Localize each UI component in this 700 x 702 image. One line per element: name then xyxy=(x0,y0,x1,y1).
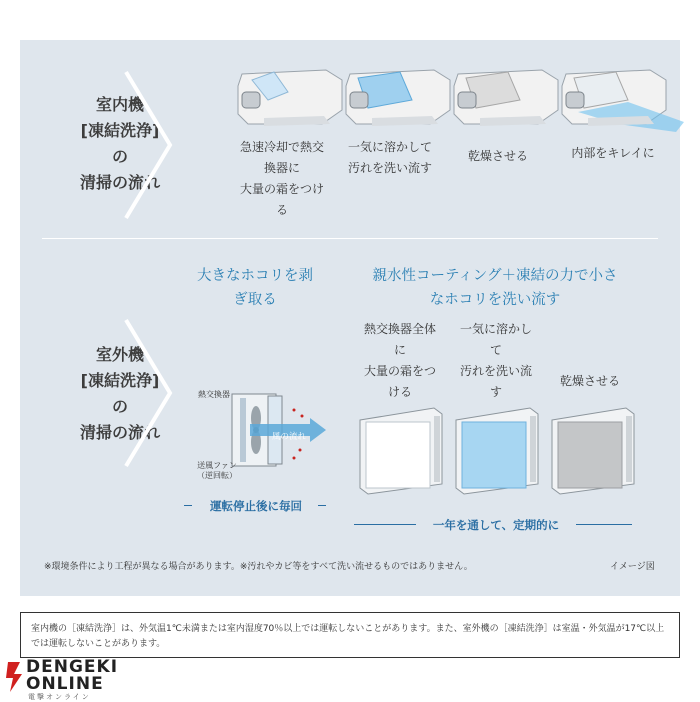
bar-right-label: 一年を通して、定期的に xyxy=(432,518,560,532)
outdoor-unit-step-1-image xyxy=(360,408,442,494)
indoor-unit-step-1-image xyxy=(238,70,342,126)
bar-left-line-b xyxy=(318,505,326,506)
outdoor-unit-step-3-image xyxy=(552,408,634,494)
indoor-unit-step-3-image xyxy=(454,70,558,126)
diagram-airflow-label: 風の流れ xyxy=(272,432,307,442)
section-divider xyxy=(42,238,658,239)
note-left: ※環境条件により工程が異なる場合があります。※汚れやカビ等をすべて洗い流せるものではありません。 xyxy=(44,562,473,572)
outdoor-unit-images xyxy=(356,400,648,498)
logo-kana: 電撃オンライン xyxy=(28,693,91,701)
logo-line-2: ONLINE xyxy=(26,674,104,694)
bar-right-line-b xyxy=(576,524,632,525)
dengeki-online-logo xyxy=(4,657,134,701)
indoor-step-4-label: 内部をキレイに xyxy=(571,146,655,160)
indoor-chevron-icon xyxy=(124,70,176,220)
indoor-step-1-label: 急速冷却で熱交 換器に 大量の霜をつけ る xyxy=(239,140,324,217)
outdoor-head-right: 親水性コーティング＋凍結の力で小さ なホコリを洗い流す xyxy=(372,268,618,308)
logo-bolt-icon xyxy=(4,660,26,694)
diagram-heat-exchanger-label: 熱交換器 xyxy=(198,390,230,399)
diagram-fan-label: 送風ファン （逆回転） xyxy=(197,461,237,480)
bar-left-line-a xyxy=(184,505,192,506)
outdoor-unit-step-2-image xyxy=(456,408,538,494)
outdoor-chevron-icon xyxy=(124,318,176,468)
logo-line-1: DENGEKI xyxy=(26,657,119,677)
indoor-step-2-label: 一気に溶かして 汚れを洗い流す xyxy=(347,140,432,175)
note-right: イメージ図 xyxy=(610,562,655,572)
bar-right-line-a xyxy=(354,524,416,525)
indoor-step-3-label: 乾燥させる xyxy=(467,149,528,163)
outdoor-title-line-3: の xyxy=(111,397,128,416)
indoor-unit-images xyxy=(228,60,690,136)
indoor-title-line-1: 室内機 xyxy=(95,95,144,114)
indoor-unit-step-4-image xyxy=(562,70,684,132)
indoor-title-line-2: [凍結洗浄] xyxy=(80,121,160,140)
footnote-text: 室内機の［凍結洗浄］は、外気温1℃未満または室内湿度70％以上では運転しないことがあります。また、室外機の［凍結洗浄］は室温・外気温が17℃以上では運転しないことがあります。 xyxy=(31,624,665,649)
outdoor-step-1-label: 熱交換器全体 に 大量の霜をつ ける xyxy=(363,322,436,399)
footnote-box xyxy=(20,612,680,658)
outdoor-title-line-1: 室外機 xyxy=(95,345,144,364)
indoor-title-line-4: 清掃の流れ xyxy=(79,173,160,192)
outdoor-step-3-label: 乾燥させる xyxy=(559,374,620,388)
indoor-unit-step-2-image xyxy=(346,70,450,126)
outdoor-head-left: 大きなホコリを剥 ぎ取る xyxy=(197,268,313,308)
bar-left-label: 運転停止後に毎回 xyxy=(210,499,302,513)
indoor-title-line-3: の xyxy=(111,147,128,166)
outdoor-title-line-4: 清掃の流れ xyxy=(79,423,160,442)
outdoor-title-line-2: [凍結洗浄] xyxy=(80,371,160,390)
outdoor-step-2-label: 一気に溶かし て 汚れを洗い流 す xyxy=(459,322,532,399)
